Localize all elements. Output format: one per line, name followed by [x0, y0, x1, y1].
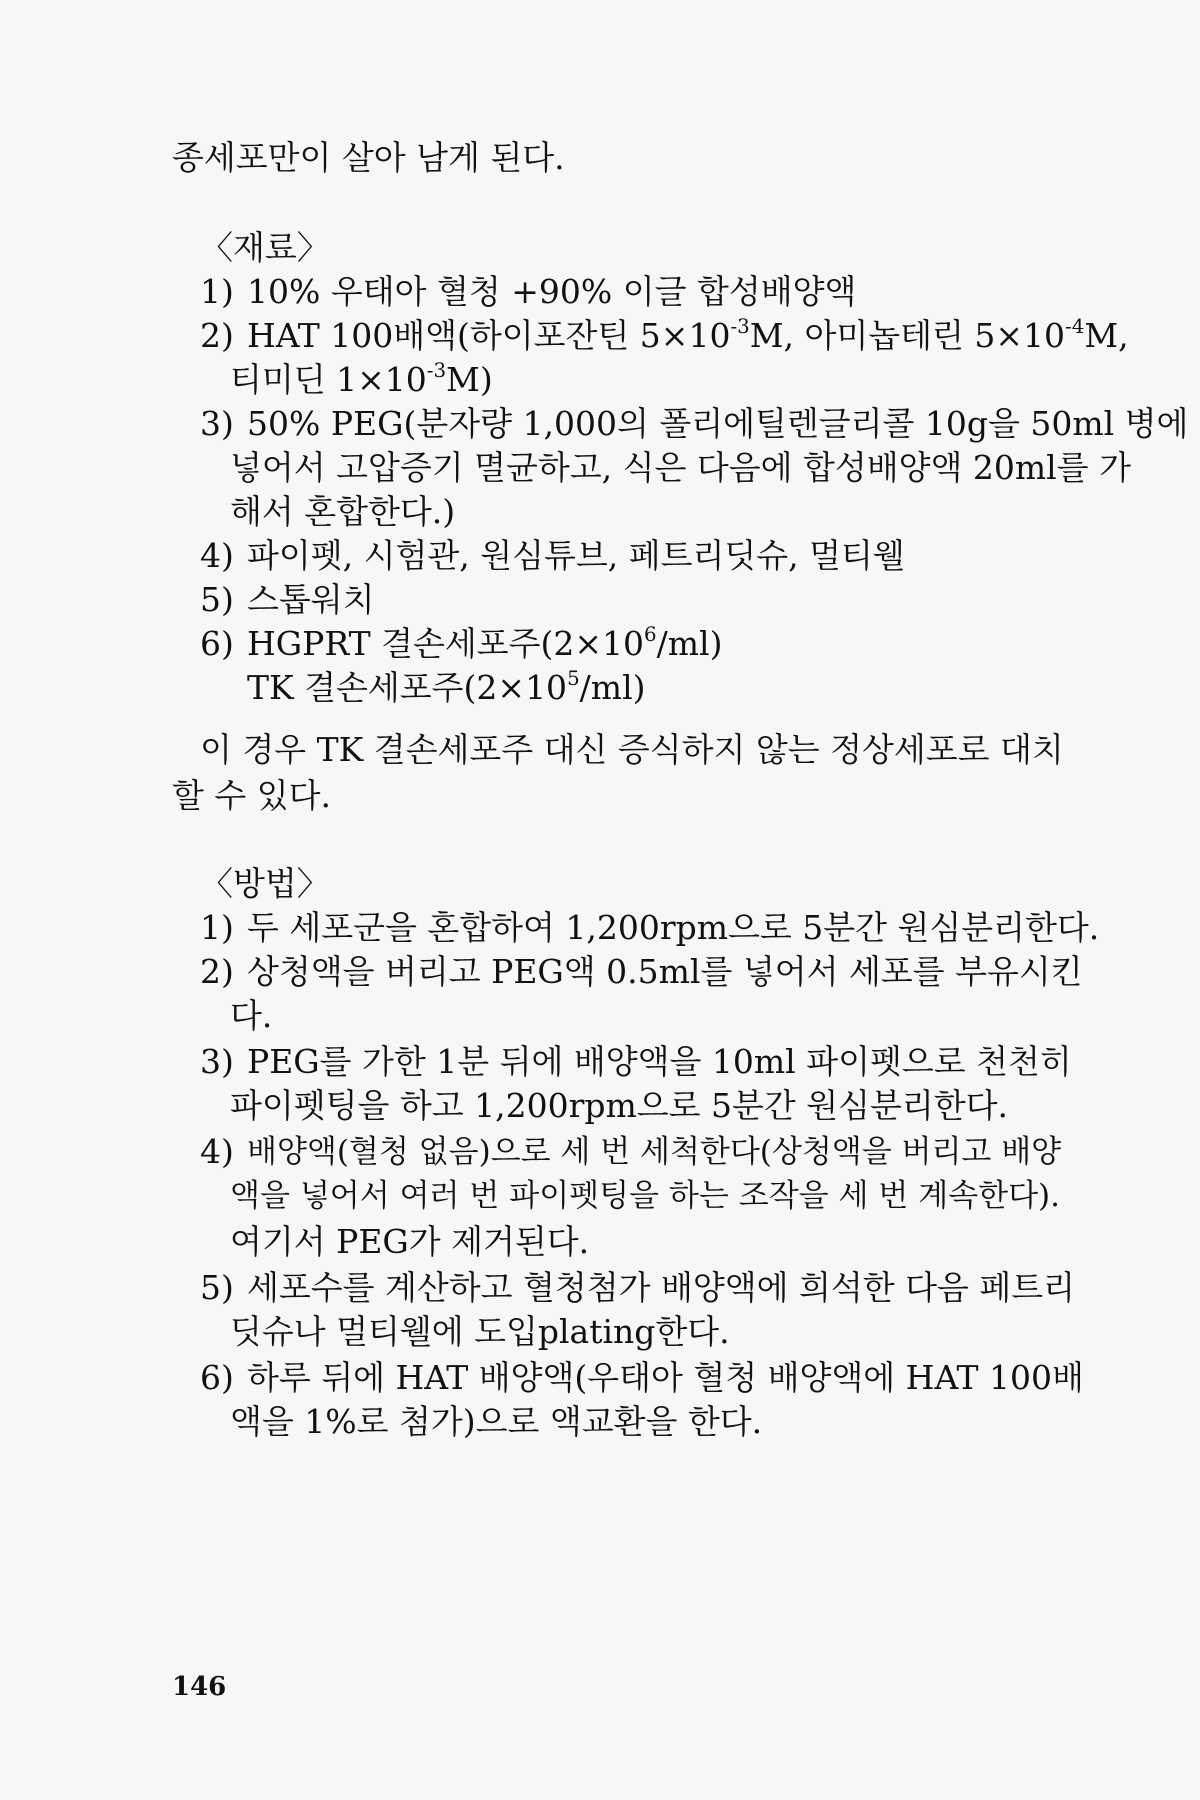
book-page: 종세포만이 살아 남게 된다. 〈재료〉 1) 10% 우태아 혈청 +90% 이글 합성배양액 2) HAT 100배액(하이포잔틴 $5\times 10^{-3}M$, 아미놉테린 $5\times 10^{-4}M$, 티미딘 $1\times 10^{-3}M$) 3) 50% PEG(분자량 1,000의 폴리에틸렌글리콜 10g을 50ml 병에 넣어서 고압증기 멸균하고, 식은 다음에 합성배양액 20ml를 가 해서 혼합한다.) 4) 파이펫, 시험관, 원심튜브, 페트리딧슈, 멀티웰 5) 스톱워치 6) HGPRT 결손세포주$(2\times 10^6/ml)$ TK 결손세포주$(2\times 10^5/ml)$ 이 경우 TK 결손세포주 대신 증식하지 않는 정상세포로 대치 할 수 있다. 〈방법〉 1) 두 세포군을 혼합하여 1,200rpm으로 5분간 원심분리한다. 2) 상청액을 버리고 PEG액 0.5ml를 넣어서 세포를 부유시킨 다. 3) PEG를 가한 1분 뒤에 배양액을 10ml 파이펫으로 천천히 파이펫팅을 하고 1,200rpm으로 5분간 원심분리한다. 4) 배양액(혈청 없음)으로 세 번 세척한다(상청액을 버리고 배양 액을 넣어서 여러 번 파이펫팅을 하는 조작을 세 번 계속한다). 여기서 PEG가 제거된다. 5) 세포수를 계산하고 혈청첨가 배양액에 희석한 다음 페트리 딧슈나 멀티웰에 도입plating한다. 6) 하루 뒤에 HAT 배양액(우태아 혈청 배양액에 HAT 100배 액을 1%로 첨가)으로 액교환을 한다. 146 [172, 138, 1189, 1702]
page-number: 146 [172, 1672, 227, 1702]
material-item-2-text: HAT 100배액(하이포잔틴 $5\times 10^{-3}M$, 아미놉테린 $5\times 10^{-4}M$, [247, 315, 1129, 355]
